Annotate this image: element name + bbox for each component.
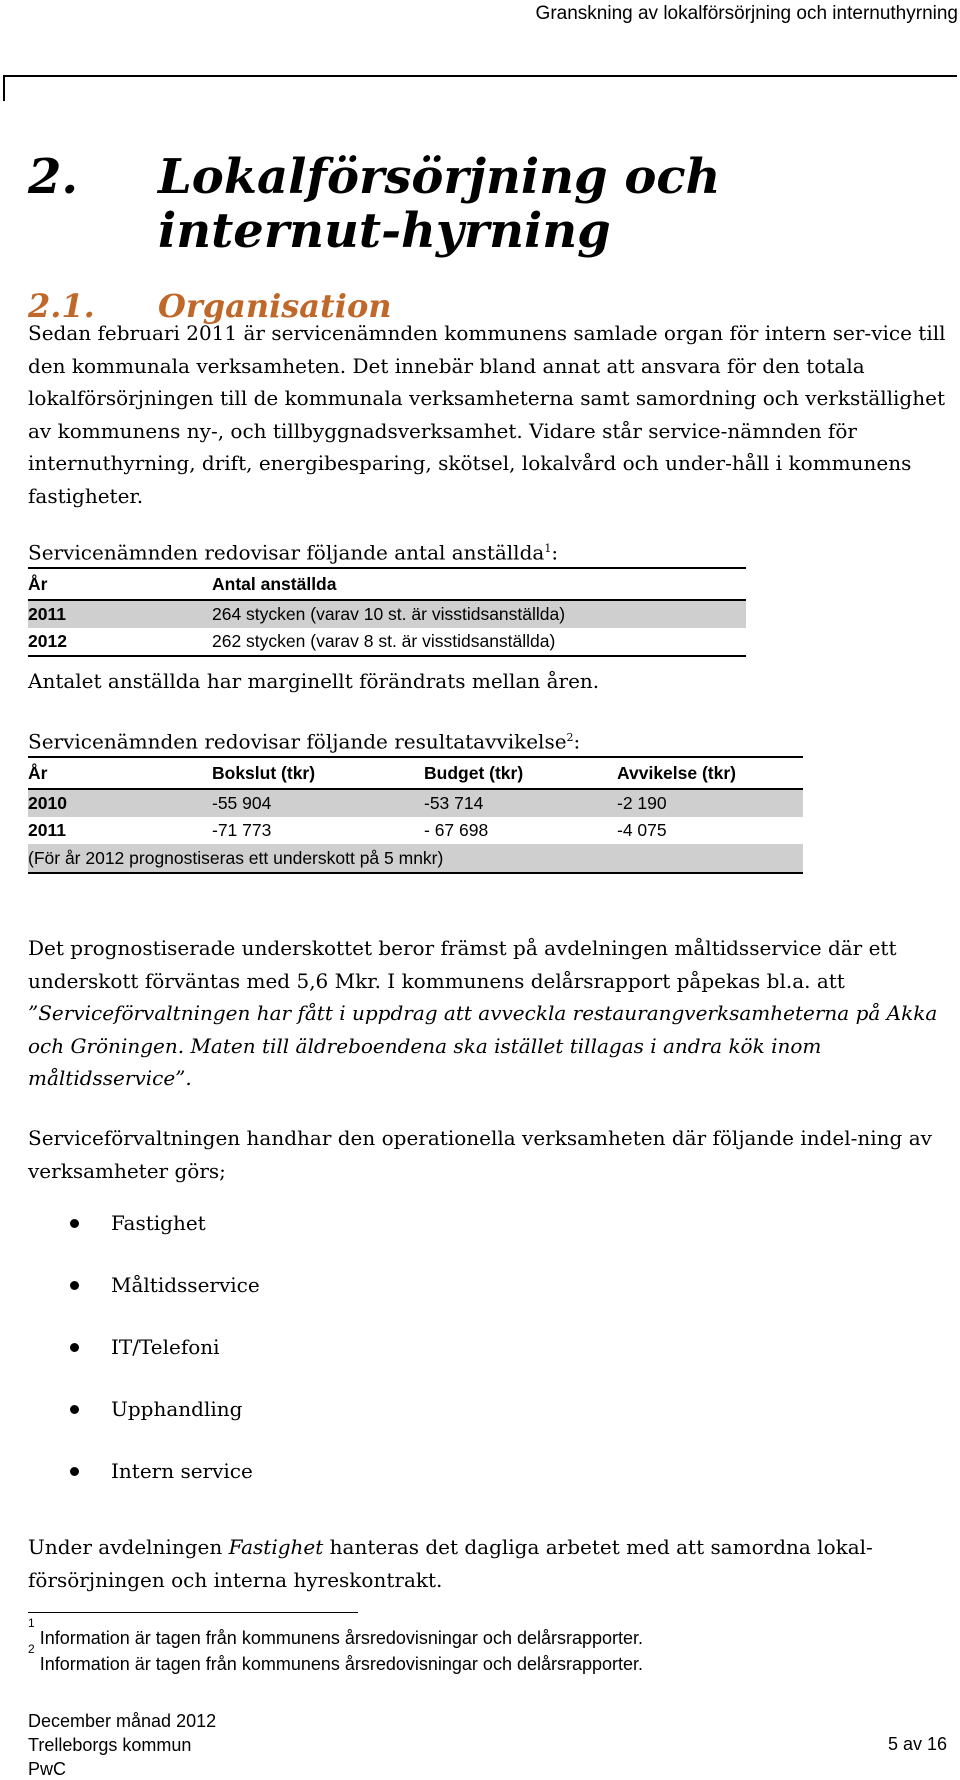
- chapter-number: 2.: [28, 149, 79, 205]
- page-number: 5 av 16: [887, 1734, 947, 1754]
- result-table: [28, 756, 803, 874]
- list-item: Fastighet: [70, 1208, 260, 1270]
- chapter-title: Lokalförsörjning och internut-hyrning: [158, 149, 721, 259]
- table-note-row: [28, 844, 803, 873]
- intro-paragraph: Sedan februari 2011 är servicenämnden kommunens samlade organ för intern ser-vice till den kommunala verksamheten. Det innebär bland annat att ansvara för den totala lokalförsörjningen till de kommunala verksamheterna samt samordning och verkställighet av kommunens ny-, och tillbyggnadsverksamhet. Vidare står service-nämnden för internuthyrning, drift, energibesparing, skötsel, lokalvård och under-håll i kommunens fastigheter.: [28, 321, 946, 508]
- column-header: Budget (tkr): [424, 762, 524, 783]
- result-intro: Servicenämnden redovisar följande resultatavvikelse$^2$:: [28, 729, 581, 754]
- table-cell: 262 stycken (varav 8 st. är visstidsanställda): [212, 631, 556, 651]
- table-cell: 2012: [28, 631, 67, 651]
- table-cell: -71 773: [212, 820, 272, 840]
- table-cell: - 67 698: [424, 820, 489, 840]
- footnote-2: $^2$ Information är tagen från kommunens årsredovisningar och delårsrapporter.: [28, 1642, 644, 1674]
- division-intro: Serviceförvaltningen handhar den operationella verksamheten där följande indel-ning av verksamheter görs;: [28, 1126, 932, 1183]
- list-item: Intern service: [70, 1456, 260, 1518]
- closing-paragraph: Under avdelningen Fastighet hanteras det dagliga arbetet med att samordna lokal-försörjningen och interna hyreskontrakt.: [28, 1535, 873, 1592]
- staff-after: Antalet anställda har marginellt förändrats mellan åren.: [28, 669, 600, 693]
- table-row: [28, 600, 746, 628]
- bullet-icon: [70, 1281, 79, 1290]
- column-header: Bokslut (tkr): [212, 762, 316, 783]
- table-cell: 2011: [28, 820, 66, 840]
- table-cell: -55 904: [212, 789, 424, 817]
- table-header-row: [28, 757, 803, 789]
- table-cell: -2 190: [617, 789, 803, 817]
- section-title: Organisation: [158, 287, 392, 325]
- table-row: [28, 789, 803, 817]
- table-cell: 2011: [28, 600, 212, 628]
- table-note: (För år 2012 prognostiseras ett underskott på 5 mnkr): [28, 844, 803, 873]
- table-header-row: [28, 568, 746, 600]
- column-header: Antal anställda: [212, 573, 337, 594]
- footer-org: Trelleborgs kommun: [28, 1735, 192, 1755]
- column-header: År: [28, 573, 48, 594]
- staff-intro: Servicenämnden redovisar följande antal anställda$^1$:: [28, 540, 559, 565]
- division-list: [70, 1208, 260, 1518]
- table-cell: -4 075: [617, 820, 667, 840]
- footer-date: December månad 2012: [28, 1711, 217, 1731]
- section-number: 2.1.: [28, 287, 95, 325]
- footnote-1: $^1$ Information är tagen från kommunens årsredovisningar och delårsrapporter.: [28, 1616, 644, 1648]
- table-cell: 264 stycken (varav 10 st. är visstidsanställda): [212, 600, 746, 628]
- header-rule: [3, 75, 957, 77]
- bullet-icon: [70, 1343, 79, 1352]
- footer-firm: PwC: [28, 1759, 67, 1779]
- footnote-rule: [28, 1612, 358, 1613]
- table-cell: -53 714: [424, 789, 617, 817]
- running-header: Granskning av lokalförsörjning och internuthyrning: [535, 3, 958, 24]
- list-item: IT/Telefoni: [70, 1332, 260, 1394]
- bullet-icon: [70, 1467, 79, 1476]
- deficit-paragraph: Det prognostiserade underskottet beror främst på avdelningen måltidsservice där ett underskott förväntas med 5,6 Mkr. I kommunens delårsrapport påpekas bl.a. att ”Serviceförvaltningen har fått i uppdrag att avveckla restaurangverksamheterna på Akka och Gröningen. Maten till äldreboendena ska istället tillagas i andra kök inom måltidsservice”.: [28, 936, 938, 1090]
- deficit-quote: ”Serviceförvaltningen har fått i uppdrag att avveckla restaurangverksamheterna på Akka och Gröningen. Maten till äldreboendena ska istället tillagas i andra kök inom måltidsservice”.: [28, 1001, 938, 1090]
- list-item: Upphandling: [70, 1394, 260, 1456]
- table-row: [28, 817, 803, 844]
- table-row: [28, 628, 746, 656]
- footnote-ref-1: 1: [544, 542, 552, 555]
- list-item: Måltidsservice: [70, 1270, 260, 1332]
- header-rule-tick: [3, 75, 5, 101]
- column-header: Avvikelse (tkr): [617, 762, 736, 783]
- staff-table: [28, 567, 746, 657]
- footnote-ref-2: 2: [566, 731, 574, 744]
- bullet-icon: [70, 1405, 79, 1414]
- table-cell: 2010: [28, 789, 212, 817]
- column-header: År: [28, 762, 48, 783]
- bullet-icon: [70, 1219, 79, 1228]
